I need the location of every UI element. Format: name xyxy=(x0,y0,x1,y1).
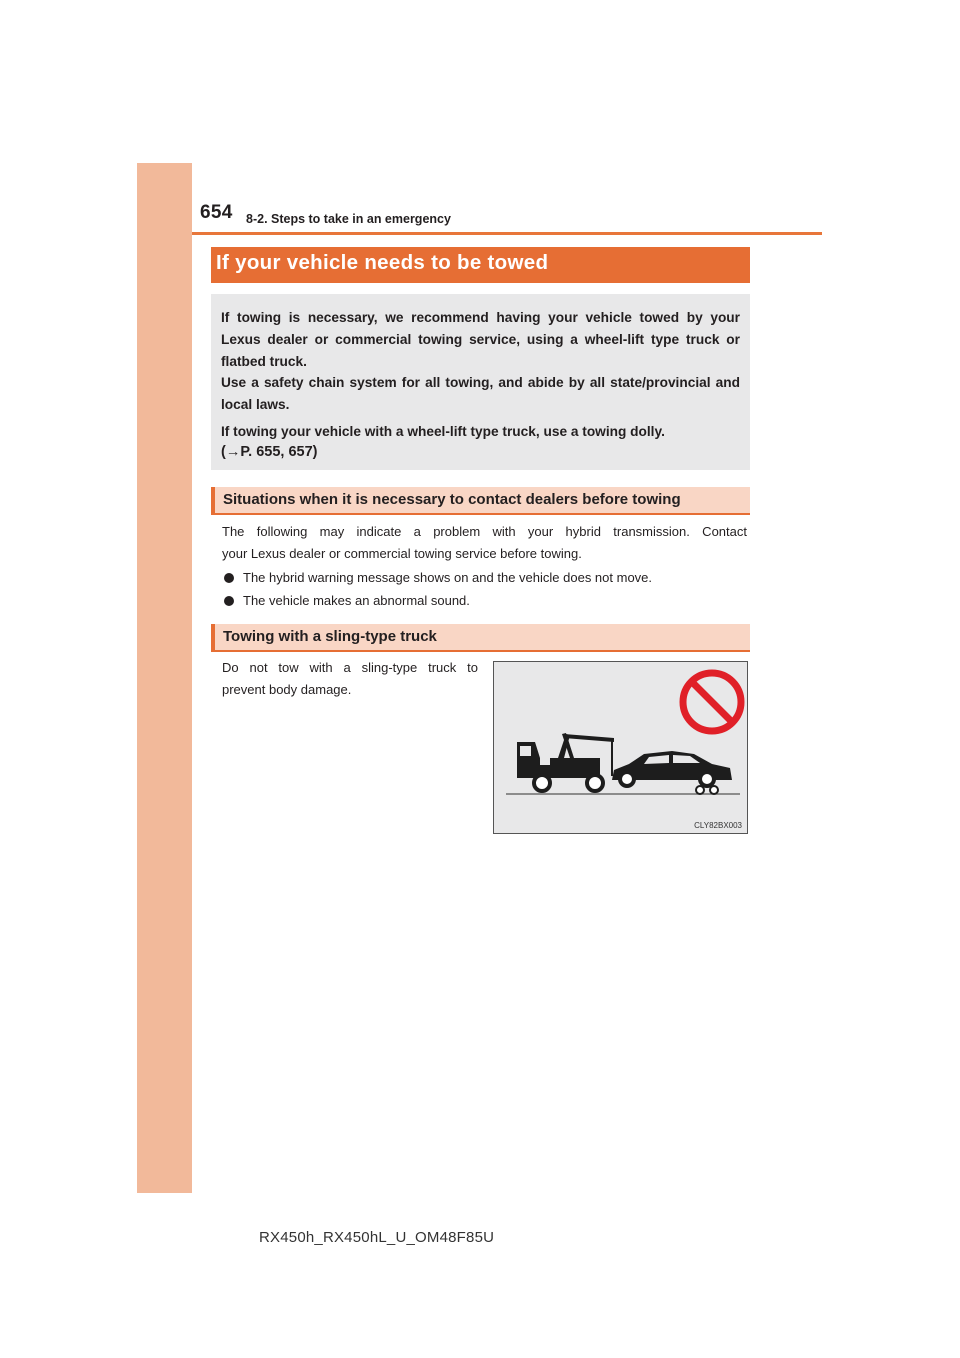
page-reference: (→P. 655, 657) xyxy=(221,444,318,460)
subheading-situations xyxy=(211,487,750,514)
intro-line: If towing is necessary, we recommend having your vehicle towed by your xyxy=(221,310,740,325)
intro-line: flatbed truck. xyxy=(221,354,307,369)
bullet-icon xyxy=(224,596,234,606)
sling-truck-illustration xyxy=(493,661,748,834)
subheading-accent xyxy=(211,624,215,651)
subheading-text: Situations when it is necessary to contact dealers before towing xyxy=(223,491,681,508)
tow-truck-icon xyxy=(517,733,614,791)
intro-line: local laws. xyxy=(221,397,290,412)
title-banner xyxy=(211,247,750,283)
subheading-rule xyxy=(211,513,750,515)
body-line: your Lexus dealer or commercial towing service before towing. xyxy=(222,546,582,561)
subheading-text: Towing with a sling-type truck xyxy=(223,628,437,645)
page-number: 654 xyxy=(200,202,233,223)
body-line: The following may indicate a problem with your hybrid transmission. Contact xyxy=(222,524,747,539)
body-line: prevent body damage. xyxy=(222,682,352,697)
subheading-sling xyxy=(211,624,750,651)
footer-model-code: RX450h_RX450hL_U_OM48F85U xyxy=(259,1229,495,1246)
header-rule xyxy=(192,232,822,235)
bullet-icon xyxy=(224,573,234,583)
image-code: CLY82BX003 xyxy=(694,821,742,830)
section-header: 8-2. Steps to take in an emergency xyxy=(246,212,451,226)
towed-car-icon xyxy=(612,751,732,794)
chapter-side-tab xyxy=(137,163,192,1193)
prohibition-icon xyxy=(683,673,741,731)
intro-line: If towing your vehicle with a wheel-lift type truck, use a towing dolly. xyxy=(221,424,665,439)
list-item: The hybrid warning message shows on and the vehicle does not move. xyxy=(243,570,653,585)
subheading-rule xyxy=(211,650,750,652)
list-item: The vehicle makes an abnormal sound. xyxy=(243,593,470,608)
tow-truck-drawing xyxy=(494,662,747,833)
body-line: Do not tow with a sling-type truck to xyxy=(222,660,478,675)
intro-line: Use a safety chain system for all towing, and abide by all state/provincial and xyxy=(221,375,740,390)
page-title: If your vehicle needs to be towed xyxy=(216,251,549,274)
subheading-accent xyxy=(211,487,215,514)
intro-box xyxy=(211,294,750,470)
intro-line: Lexus dealer or commercial towing service, using a wheel-lift type truck or xyxy=(221,332,740,347)
